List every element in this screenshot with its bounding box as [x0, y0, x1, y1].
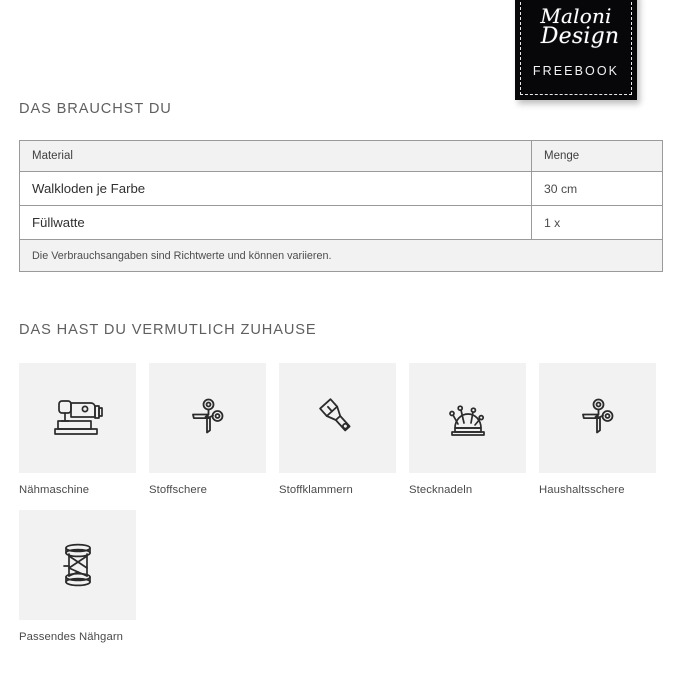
tool-item [279, 363, 396, 496]
tool-label: Haushaltsschere [539, 484, 625, 496]
sewing-machine-icon [50, 395, 106, 441]
tool-item [19, 510, 136, 643]
scissors-icon [575, 395, 621, 441]
section-title-have: DAS HAST DU VERMUTLICH ZUHAUSE [19, 322, 317, 338]
logo-line-1: Maloni [540, 4, 612, 28]
tool-tile [19, 363, 136, 473]
tool-label: Stoffschere [149, 484, 208, 496]
cell-menge: 30 cm [532, 172, 663, 206]
cell-material: Walkloden je Farbe [20, 172, 532, 206]
logo-script-text [515, 6, 637, 47]
tool-item [409, 363, 526, 496]
tool-tile [539, 363, 656, 473]
tool-tile [409, 363, 526, 473]
table-row [20, 206, 663, 240]
table-note-text: Die Verbrauchsangaben sind Richtwerte und können variieren. [20, 240, 663, 272]
tool-label: Stecknadeln [409, 484, 473, 496]
tool-label: Nähmaschine [19, 484, 90, 496]
scissors-icon [185, 395, 231, 441]
logo-freebook-label: FREEBOOK [532, 64, 620, 78]
table-note-row [20, 240, 663, 272]
cell-material: Füllwatte [20, 206, 532, 240]
table-header-row [20, 141, 663, 172]
table-row [20, 172, 663, 206]
tool-tile [279, 363, 396, 473]
logo-line-2: Design [540, 24, 620, 49]
tool-item [539, 363, 656, 496]
header-menge: Menge [532, 141, 663, 172]
tools-grid [19, 363, 667, 643]
maloni-design-freebook-logo [515, 0, 637, 100]
tool-item [19, 363, 136, 496]
tool-label: Passendes Nähgarn [19, 631, 124, 643]
tool-item [149, 363, 266, 496]
material-table [19, 140, 663, 272]
tool-tile [19, 510, 136, 620]
thread-spool-icon [56, 539, 100, 591]
header-material: Material [20, 141, 532, 172]
fabric-clip-icon [313, 393, 363, 443]
tool-label: Stoffklammern [279, 484, 353, 496]
cell-menge: 1 x [532, 206, 663, 240]
tool-tile [149, 363, 266, 473]
pincushion-icon [442, 395, 494, 441]
section-title-needs: DAS BRAUCHST DU [19, 101, 172, 117]
